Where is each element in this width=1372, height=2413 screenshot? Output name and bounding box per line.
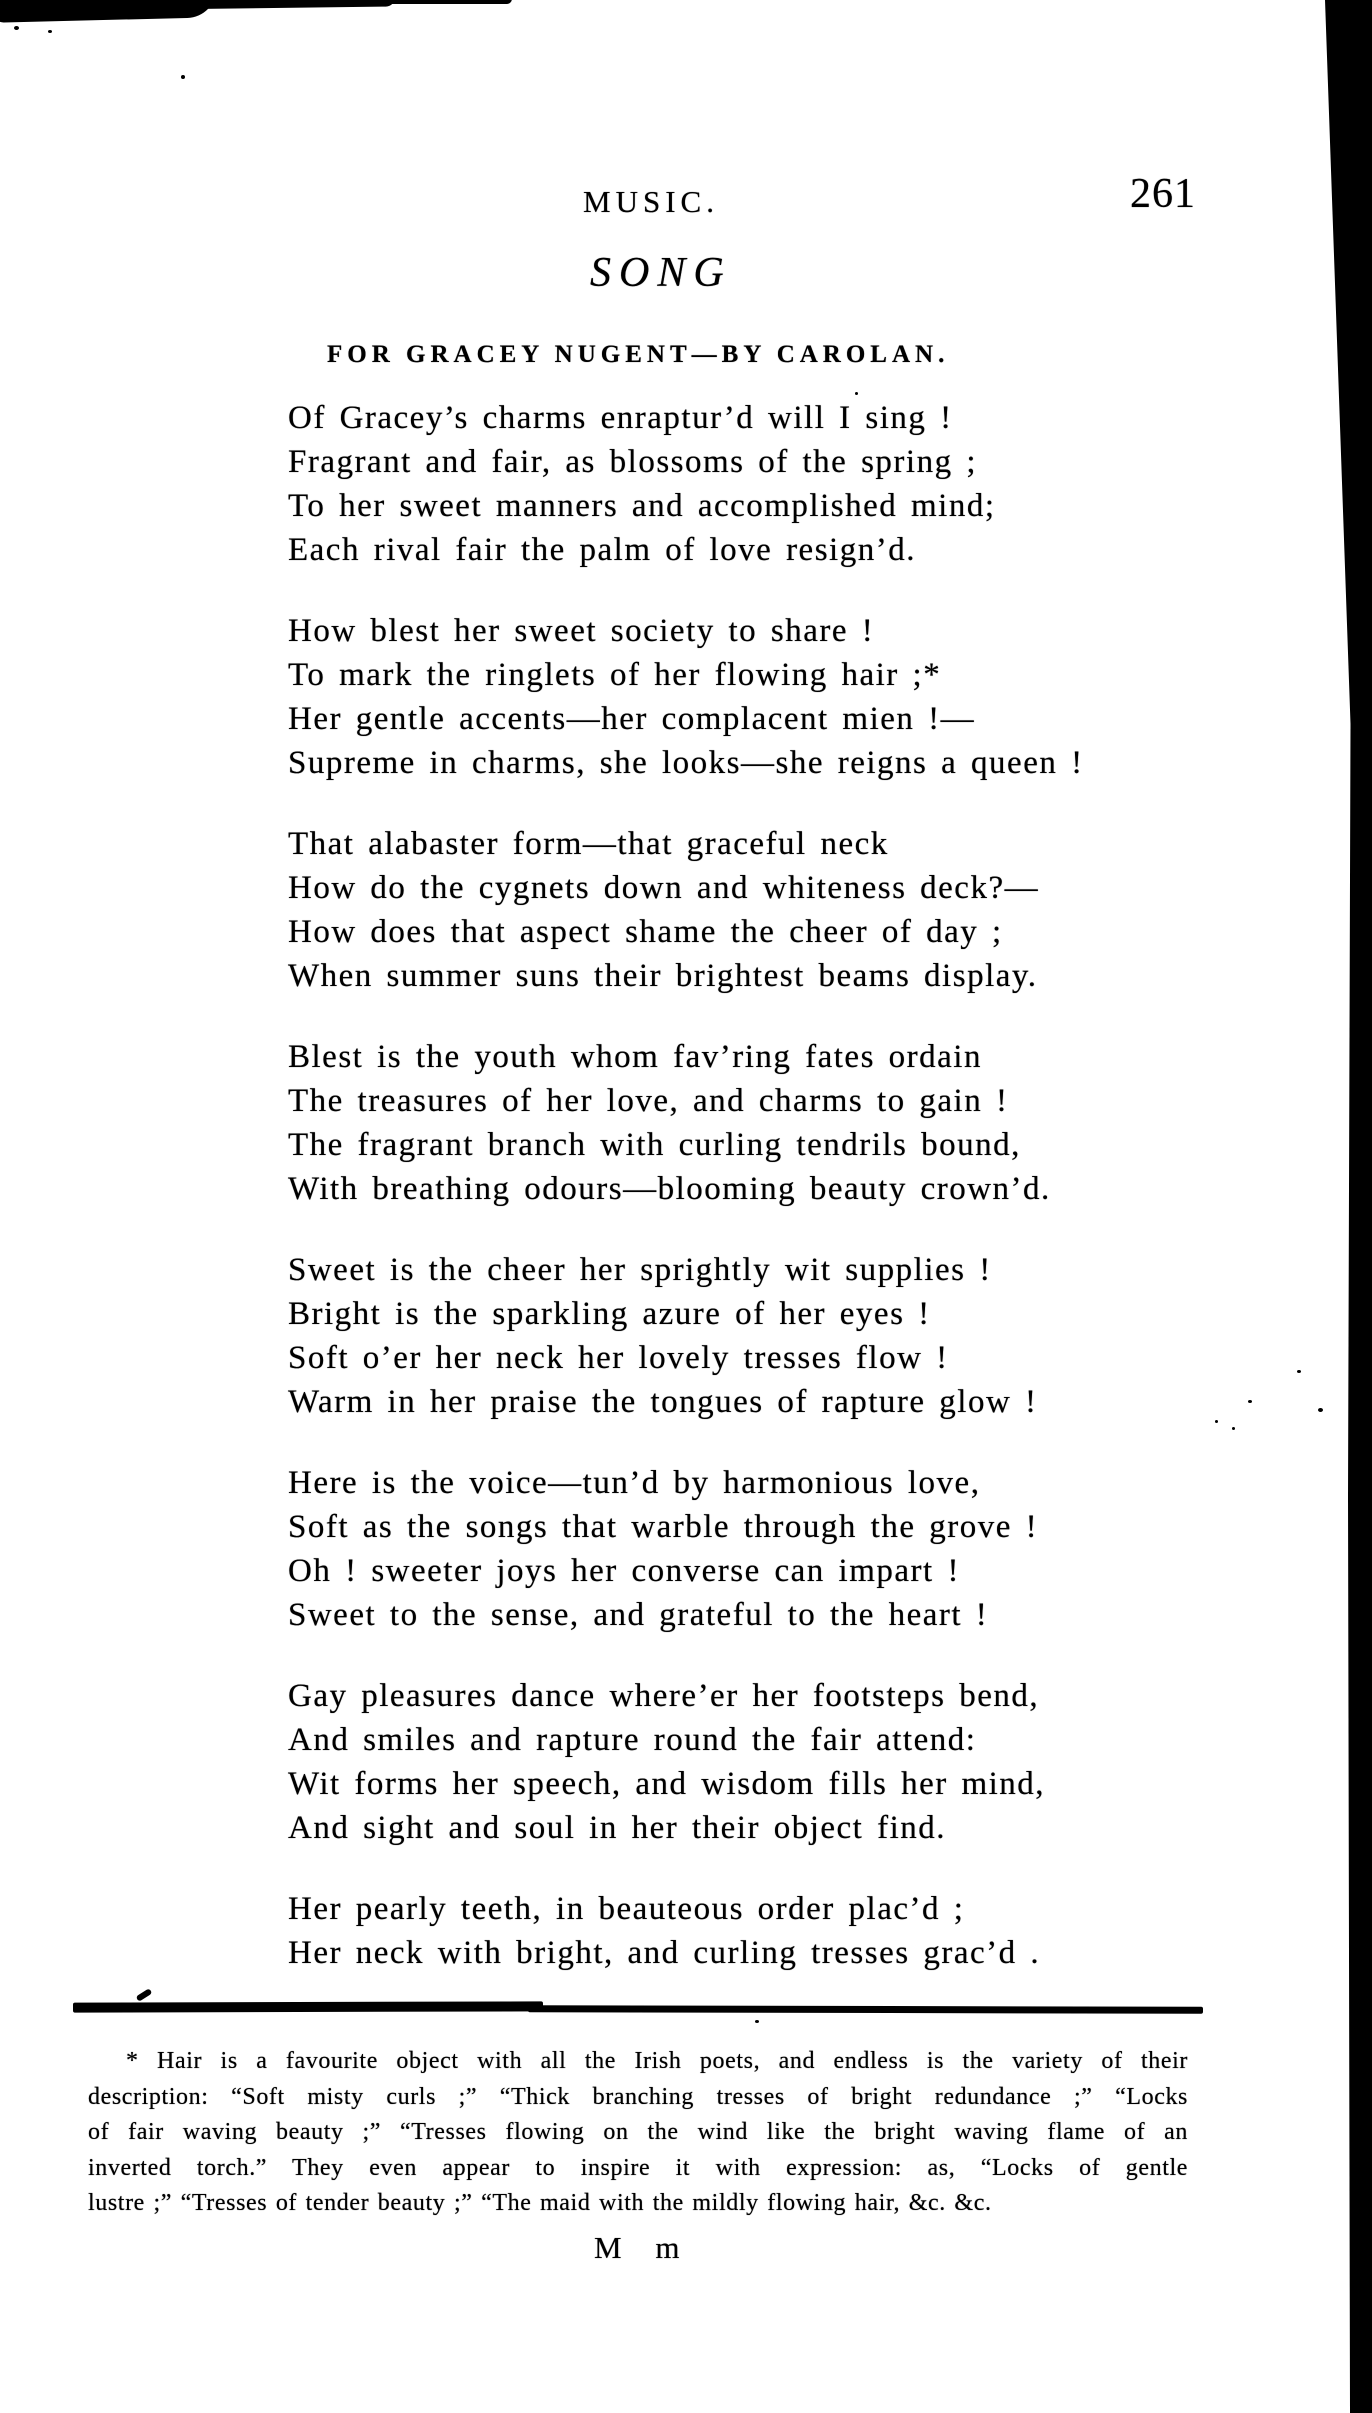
poem-line: Soft o’er her neck her lovely tresses flow ! xyxy=(288,1340,949,1376)
poem-line: Bright is the sparkling azure of her eyes ! xyxy=(288,1296,931,1332)
footnote-line: description: “Soft misty curls ;” “Thick branching tresses of bright redundance ;” “Locks xyxy=(88,2083,1188,2110)
poem-line: How blest her sweet society to share ! xyxy=(288,613,875,649)
poem-line: The treasures of her love, and charms to gain ! xyxy=(288,1083,1009,1119)
footnote-line: inverted torch.” They even appear to inspire it with expression: as, “Locks of gentle xyxy=(88,2154,1188,2181)
stanza-5 xyxy=(288,1248,1084,1424)
ink-speck xyxy=(181,75,185,79)
poem-line: To mark the ringlets of her flowing hair ;* xyxy=(288,657,942,693)
poem-line: And sight and soul in her their object find. xyxy=(288,1810,946,1846)
ink-speck xyxy=(14,26,19,30)
stanza-2 xyxy=(288,609,1084,785)
poem-line: How do the cygnets down and whiteness deck?— xyxy=(288,870,1040,906)
poem-line: The fragrant branch with curling tendrils bound, xyxy=(288,1127,1021,1163)
poem-line: Of Gracey’s charms enraptur’d will I sing ! xyxy=(288,400,953,436)
footnote-rule-right-segment xyxy=(528,2005,1203,2013)
poem-line: That alabaster form—that graceful neck xyxy=(288,826,889,862)
song-attribution: FOR GRACEY NUGENT—BY CAROLAN. xyxy=(327,341,950,368)
stanza-4 xyxy=(288,1035,1084,1211)
poem-line: Gay pleasures dance where’er her footsteps bend, xyxy=(288,1678,1040,1714)
ink-speck xyxy=(855,392,858,395)
poem-line: Her gentle accents—her complacent mien !— xyxy=(288,701,976,737)
stanza-8 xyxy=(288,1887,1084,1975)
poem-line: Warm in her praise the tongues of rapture glow ! xyxy=(288,1384,1038,1420)
poem-line: Here is the voice—tun’d by harmonious love, xyxy=(288,1465,981,1501)
ink-speck xyxy=(1215,1420,1218,1423)
poem-line: And smiles and rapture round the fair attend: xyxy=(288,1722,977,1758)
poem-line: Sweet to the sense, and grateful to the heart ! xyxy=(288,1597,989,1633)
footnote xyxy=(88,2044,1188,2222)
footnote-line: of fair waving beauty ;” “Tresses flowing on the wind like the bright waving flame of an xyxy=(88,2119,1188,2145)
poem-line: Wit forms her speech, and wisdom fills her mind, xyxy=(288,1766,1046,1802)
ink-speck xyxy=(1318,1408,1323,1412)
poem-line: To her sweet manners and accomplished mind; xyxy=(288,488,996,524)
poem-line: Fragrant and fair, as blossoms of the spring ; xyxy=(288,444,977,480)
running-title: MUSIC. xyxy=(583,184,719,219)
poem-line: Her pearly teeth, in beauteous order plac’d ; xyxy=(288,1891,965,1927)
footnote-rule-left-segment xyxy=(73,2001,543,2012)
footnote-line: * Hair is a favourite object with all the Irish poets, and endless is the variety of their xyxy=(126,2048,1188,2074)
ink-smudge-top xyxy=(150,0,395,9)
poem xyxy=(288,396,1084,2012)
poem-line: Each rival fair the palm of love resign’d. xyxy=(288,532,916,568)
stanza-1 xyxy=(288,396,1084,572)
poem-line: Blest is the youth whom fav’ring fates ordain xyxy=(288,1039,982,1075)
ink-speck xyxy=(1232,1427,1235,1430)
scan-gutter-shadow-right xyxy=(1322,0,1372,2413)
ink-speck xyxy=(48,30,52,33)
poem-line: Soft as the songs that warble through the grove ! xyxy=(288,1509,1039,1545)
stanza-6 xyxy=(288,1461,1084,1637)
poem-line: How does that aspect shame the cheer of day ; xyxy=(288,914,1003,950)
ink-speck xyxy=(755,2020,759,2023)
footnote-line: lustre ;” “Tresses of tender beauty ;” “The maid with the mildly flowing hair, &c. &c. xyxy=(88,2190,992,2216)
signature-mark: M m xyxy=(594,2230,693,2265)
ink-speck xyxy=(1297,1370,1301,1373)
poem-line: Her neck with bright, and curling tresses grac’d . xyxy=(288,1935,1041,1971)
poem-line: Sweet is the cheer her sprightly wit supplies ! xyxy=(288,1252,992,1288)
poem-line: With breathing odours—blooming beauty crown’d. xyxy=(288,1171,1051,1207)
stanza-7 xyxy=(288,1674,1084,1850)
poem-line: Supreme in charms, she looks—she reigns a queen ! xyxy=(288,745,1084,781)
song-title: SONG xyxy=(590,250,732,296)
poem-line: Oh ! sweeter joys her converse can impart ! xyxy=(288,1553,960,1589)
poem-line: When summer suns their brightest beams display. xyxy=(288,958,1038,994)
stanza-3 xyxy=(288,822,1084,998)
page-number: 261 xyxy=(1130,171,1196,217)
ink-speck xyxy=(1248,1400,1252,1403)
ink-smudge-top-tail xyxy=(372,0,512,4)
ink-tick-mark xyxy=(136,1988,153,2002)
